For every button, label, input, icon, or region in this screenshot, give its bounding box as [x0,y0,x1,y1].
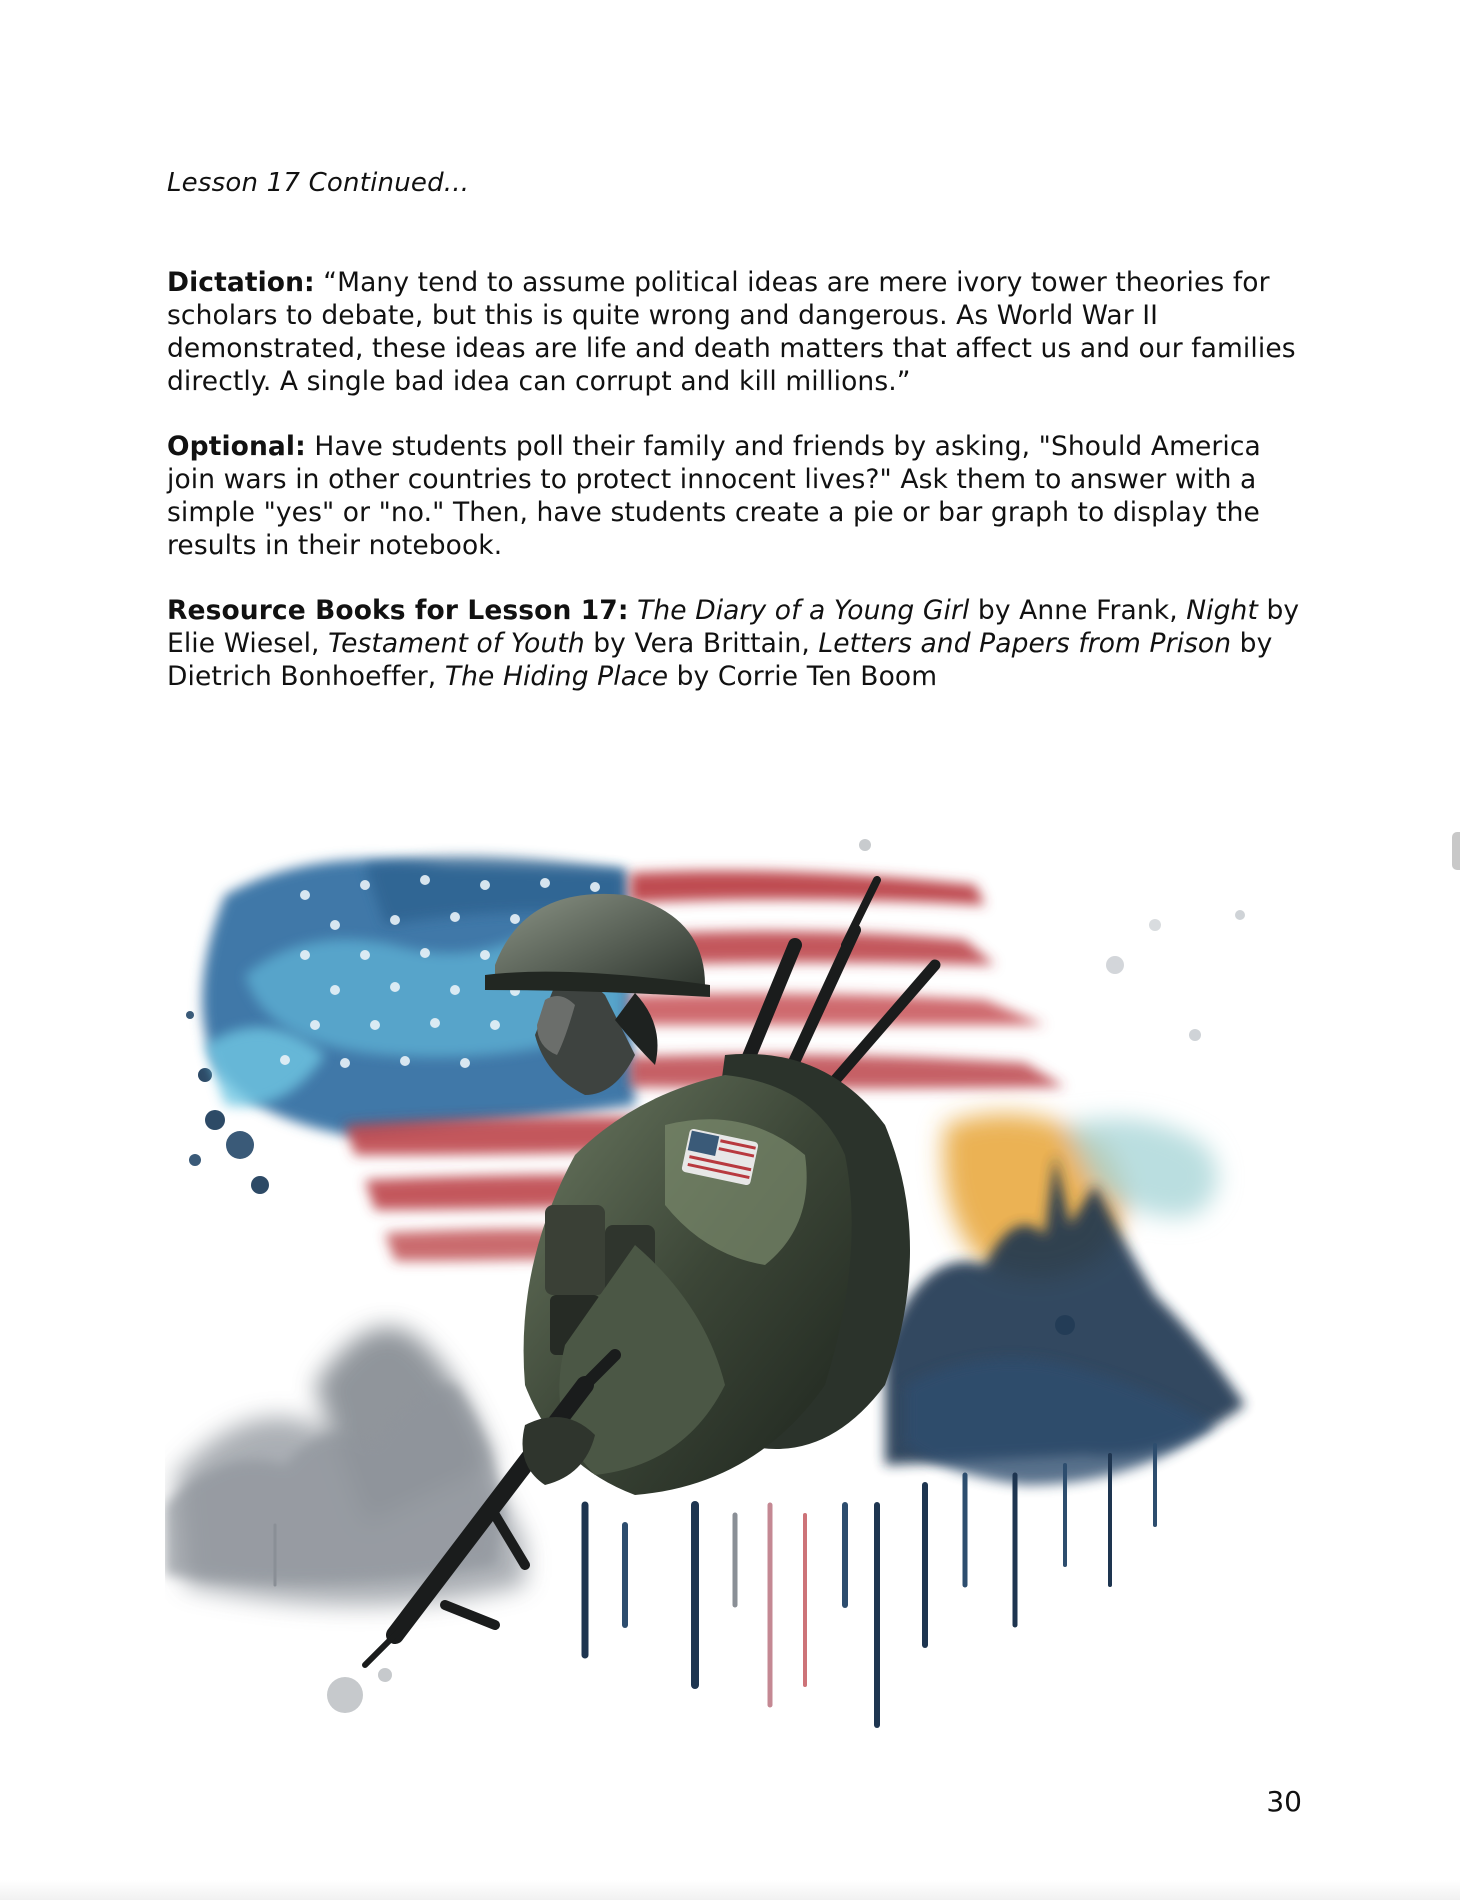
dictation-label: Dictation: [167,267,315,298]
soldier-flag-illustration [165,825,1295,1735]
optional-label: Optional: [167,431,306,462]
dictation-paragraph [167,266,1307,398]
book-author: by Anne Frank, [969,595,1187,626]
book-author: by Elie Wiesel, [167,595,1300,659]
optional-text: Have students poll their family and friends by asking, "Should America join wars in other countries to protect innocent lives?" Ask them to answer with a simple "yes" or "no." Then, have students create a pie or bar graph to display the results in their notebook. [167,431,1261,561]
book-author: by Dietrich Bonhoeffer, [167,628,1273,692]
optional-paragraph [167,430,1307,562]
book-title: Testament of Youth [328,628,585,659]
side-scroll-tab[interactable] [1452,832,1460,870]
book-author: by Vera Brittain, [584,628,819,659]
page-number: 30 [1266,1785,1302,1818]
book-title: The Diary of a Young Girl [637,595,970,626]
resource-books-label: Resource Books for Lesson 17: [167,595,629,626]
page-bottom-shade [0,1880,1460,1900]
resource-books-paragraph [167,594,1307,693]
dictation-text: “Many tend to assume political ideas are mere ivory tower theories for scholars to debate, but this is quite wrong and dangerous. As World War II demonstrated, these ideas are life and death matters that affect us and our families directly. A single bad idea can corrupt and kill millions.” [167,267,1296,397]
book-title: Letters and Papers from Prison [818,628,1232,659]
book-title: The Hiding Place [444,661,669,692]
book-author: by Corrie Ten Boom [668,661,938,692]
lesson-heading: Lesson 17 Continued... [167,168,470,198]
book-title: Night [1186,595,1258,626]
